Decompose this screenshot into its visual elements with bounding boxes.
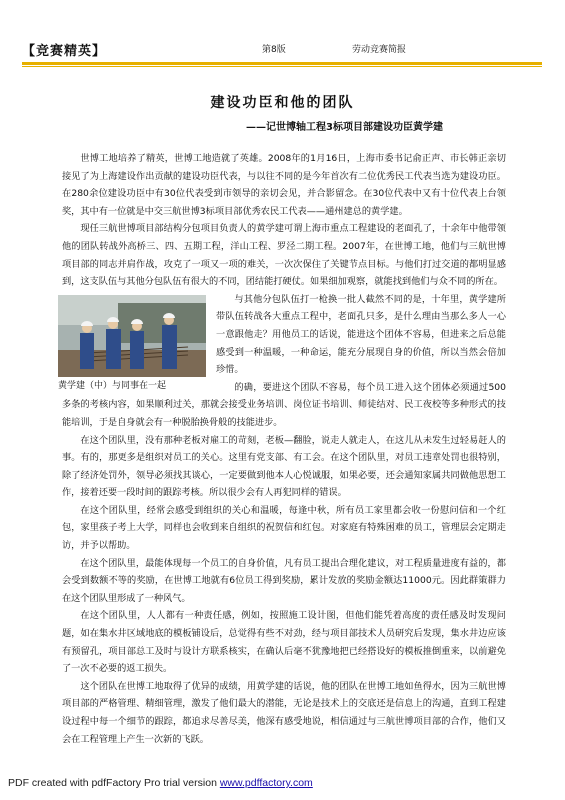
paragraph: 在这个团队里，经常会感受到组织的关心和温暖，每逢中秋，所有员工家里都会收一份慰问信和一个红包，家里孩子考上大学，同样也会收到来自组织的祝贺信和红包。对家庭有特殊困难的员工，管理层会定期走访，并予以帮助。 (62, 504, 506, 552)
article-title: 建设功臣和他的团队 (210, 95, 355, 111)
footer-text: PDF created with pdfFactory Pro trial version (8, 777, 220, 789)
paragraph: 的确，要进这个团队不容易，每个员工进入这个团体必须通过500多条的考核内容，如果顺利过关，那就会接受业务培训、岗位证书培训、师徒结对、民工夜校等多种形式的技能培训，于是自身就会有一种脱胎换骨般的技能进步。 (62, 381, 506, 428)
paragraph: 在这个团队里，最能体现每一个员工的自身价值，凡有员工提出合理化建议，对工程质量进度有益的，都会受到数额不等的奖励，在世博工地就有6位员工得到奖励，累计发放的奖励金额达11000元。因此群策群力在这个团队里形成了一种风气。 (62, 557, 506, 604)
paragraph: 现任三航世博项目部结构分包项目负责人的黄学建可谓上海市重点工程建设的老面孔了，十余年中他带领他的团队转战外高桥三、四、五期工程，洋山工程、罗泾二期工程。2007年，在世博工地，他们与三航世博项目部的同志并肩作战，攻克了一项又一项的难关，一次次保住了关键节点目标。与他们打过交道的都明显感到，这支队伍与其他分包队伍有很大的不同，团结能打硬仗。如果细加观察，就能找到他们与众不同的所在。 (62, 223, 506, 288)
paragraph: 与其他分包队伍打一枪换一批人截然不同的是，十年里，黄学建所带队伍转战各大重点工程中，老面孔只多，是什么理由当那么多人一心一意跟他走？用他员工的话说，能进这个团体不容易，但进来之后总能感受到一种温暖，一种命运，能充分展现自身的价值，所以当然会倍加珍惜。 (216, 293, 506, 376)
photo-figure (60, 291, 216, 393)
article-photo (58, 295, 206, 377)
section-label: 【竞赛精英】 (22, 44, 107, 59)
article-subtitle: ——记世博轴工程3标项目部建设功臣黄学建 (246, 122, 443, 133)
page-number: 第8版 (262, 45, 286, 55)
pdf-footer (8, 777, 313, 789)
header-rule (22, 62, 542, 65)
publication-name: 劳动竞赛简报 (352, 45, 407, 55)
paragraph: 在这个团队里，没有那种老板对雇工的苛刻，老板—翻脸，说走人就走人，在这儿从未发生过轻易赶人的事。有的，那更多是组织对员工的关心。这里有党支部、有工会。在这个团队里，对员工违章处罚也很特别，除了经济处罚外，领导必须找其谈心，一定要做到他本人心悦诚服，如果必要，还会通知家属共同做他思想工作，接着还要一段时间的跟踪考核。所以很少会有人再犯同样的错误。 (62, 434, 506, 499)
paragraph: 在这个团队里，人人都有一种责任感，例如，按照施工设计图，但他们能凭着高度的责任感及时发现问题，如在集水井区域地底的模板铺设后，总觉得有些不对劲，经与项目部技术人员研究后发现，集水井边应该有预留孔，项目部总工及时与设计方联系核实，在确认后毫不犹豫地把已经搭设好的模板推倒重来，以前避免了一次不必要的返工损失。 (62, 610, 506, 675)
article-body (58, 150, 506, 748)
paragraph: 世博工地培养了精英，世博工地造就了英雄。2008年的1月16日，上海市委书记俞正声、市长韩正亲切接见了为上海建设作出贡献的建设功臣代表，与以往不同的是今年首次有二位优秀民工代表当选为建设功臣。在280余位建设功臣中有30位代表受到市领导的亲切会见，并合影留念。在30位代表中又有十位代表上台领奖，其中有一位就是中交三航世博3标项目部优秀农民工代表——通州建总的黄学建。 (62, 153, 506, 217)
footer-link[interactable]: www.pdffactory.com (219, 777, 313, 789)
page-header (22, 40, 542, 60)
header-rule-thin (22, 66, 542, 67)
paragraph: 这个团队在世博工地取得了优异的成绩，用黄学建的话说，他的团队在世博工地如鱼得水，因为三航世博项目部的严格管理、精细管理，激发了他们最大的潜能，无论是技术上的交底还是信息上的沟通，直到工程建设过程中每一个细节的跟踪，都追求尽善尽美，他深有感受地说，相信通过与三航世博项目部的合作，他们又会在工程管理上产生一次新的飞跃。 (62, 680, 506, 745)
photo-caption: 黄学建（中）与同事在一起 (58, 380, 167, 391)
